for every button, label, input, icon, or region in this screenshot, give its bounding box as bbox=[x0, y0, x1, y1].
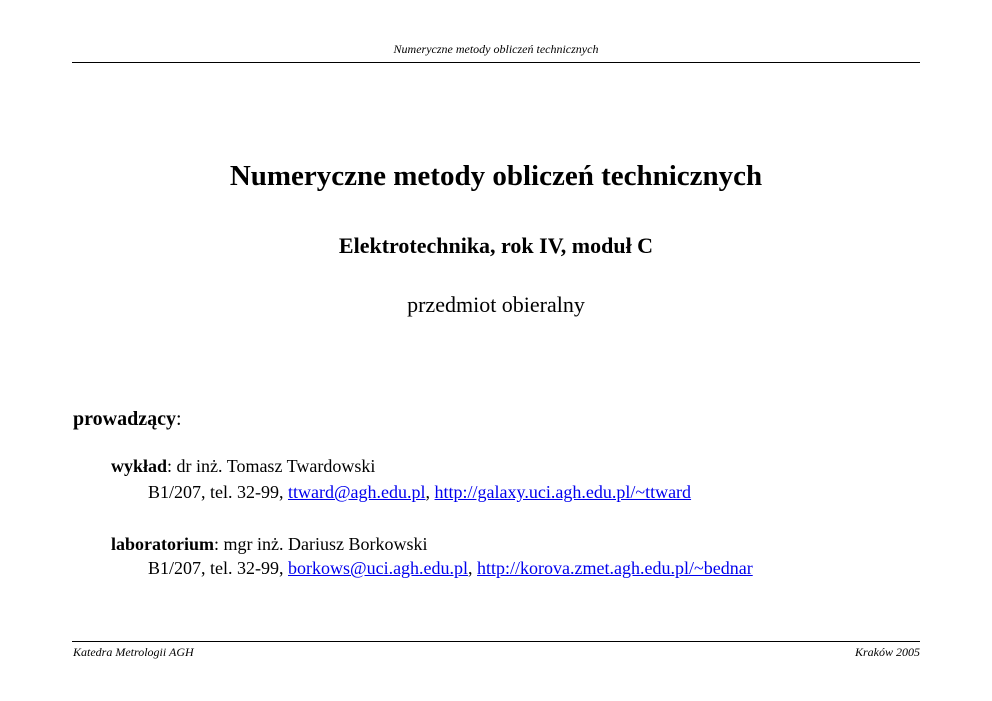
lab-room-phone: B1/207, tel. 32-99, bbox=[148, 558, 288, 578]
page-title: Numeryczne metody obliczeń technicznych bbox=[229, 160, 763, 192]
lab-entry-heading bbox=[111, 534, 427, 555]
footer-place-year: Kraków 2005 bbox=[854, 645, 920, 659]
lecture-separator: , bbox=[425, 482, 435, 502]
page-subtitle: Elektrotechnika, rok IV, moduł C bbox=[338, 233, 654, 258]
lab-email-link[interactable]: borkows@uci.agh.edu.pl bbox=[288, 558, 469, 578]
lab-instructor-name: mgr inż. Dariusz Borkowski bbox=[223, 534, 428, 554]
lab-homepage-link[interactable]: http://korova.zmet.agh.edu.pl/~bednar bbox=[477, 558, 753, 578]
instructors-label: prowadzący bbox=[73, 408, 176, 430]
lab-contact-line bbox=[148, 558, 753, 579]
lecture-homepage-link[interactable]: http://galaxy.uci.agh.edu.pl/~ttward bbox=[434, 482, 692, 502]
lecture-role-colon: : bbox=[167, 456, 177, 476]
lecture-email-link[interactable]: ttward@agh.edu.pl bbox=[288, 482, 426, 502]
lab-role-colon: : bbox=[214, 534, 224, 554]
lecture-instructor-name: dr inż. Tomasz Twardowski bbox=[176, 456, 376, 476]
header-divider bbox=[72, 62, 920, 63]
footer-department: Katedra Metrologii AGH bbox=[73, 645, 194, 659]
lecture-room-phone: B1/207, tel. 32-99, bbox=[148, 482, 288, 502]
instructors-heading bbox=[73, 408, 182, 431]
running-header: Numeryczne metody obliczeń technicznych bbox=[393, 42, 599, 56]
lecture-entry-heading bbox=[111, 456, 375, 477]
course-type: przedmiot obieralny bbox=[407, 292, 585, 317]
lab-separator: , bbox=[468, 558, 478, 578]
footer-divider bbox=[72, 641, 920, 642]
instructors-label-colon: : bbox=[175, 408, 182, 430]
lecture-role: wykład bbox=[111, 456, 168, 476]
lecture-contact-line bbox=[148, 482, 691, 503]
lab-role: laboratorium bbox=[111, 534, 214, 554]
